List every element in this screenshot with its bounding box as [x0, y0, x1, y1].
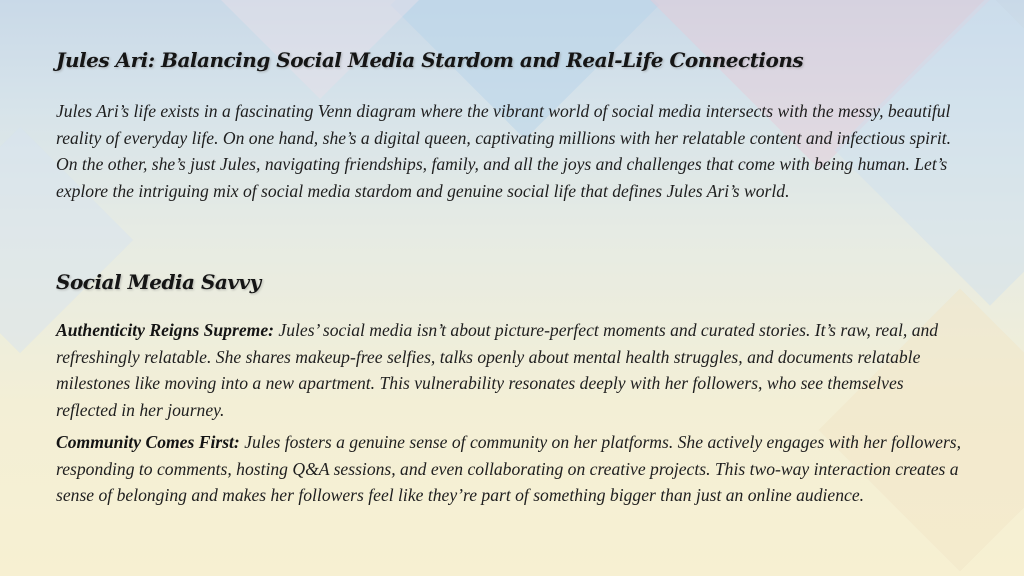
section-heading: Social Media Savvy: [56, 270, 261, 294]
intro-paragraph: Jules Ari’s life exists in a fascinating Venn diagram where the vibrant world of social media intersects with the messy, beautiful reality of everyday life. On one hand, she’s a digital queen, captivating millions with her relatable content and infectious spirit. On the other, she’s just Jules, navigating friendships, family, and all the joys and challenges that come with being human. Let’s explore the intriguing mix of social media stardom and genuine social life that defines Jules Ari’s world.: [56, 101, 952, 201]
point-authenticity: [56, 317, 966, 423]
point-lead: Authenticity Reigns Supreme:: [56, 320, 274, 340]
point-text: Jules fosters a genuine sense of community on her platforms. She actively engages with her followers, responding to comments, hosting Q&A sessions, and even collaborating on creative projects. This two-way interaction creates a sense of belonging and makes her followers feel like they’re part of something bigger than just an online audience.: [56, 432, 962, 505]
point-lead: Community Comes First:: [56, 432, 240, 452]
slide-title: Jules Ari: Balancing Social Media Stardom and Real-Life Connections: [56, 48, 804, 72]
point-text: Jules’ social media isn’t about picture-perfect moments and curated stories. It’s raw, real, and refreshingly relatable. She shares makeup-free selfies, talks openly about mental health struggles, and documents relatable milestones like moving into a new apartment. This vulnerability resonates deeply with her followers, who see themselves reflected in her journey.: [56, 320, 939, 420]
point-community: [56, 429, 966, 509]
